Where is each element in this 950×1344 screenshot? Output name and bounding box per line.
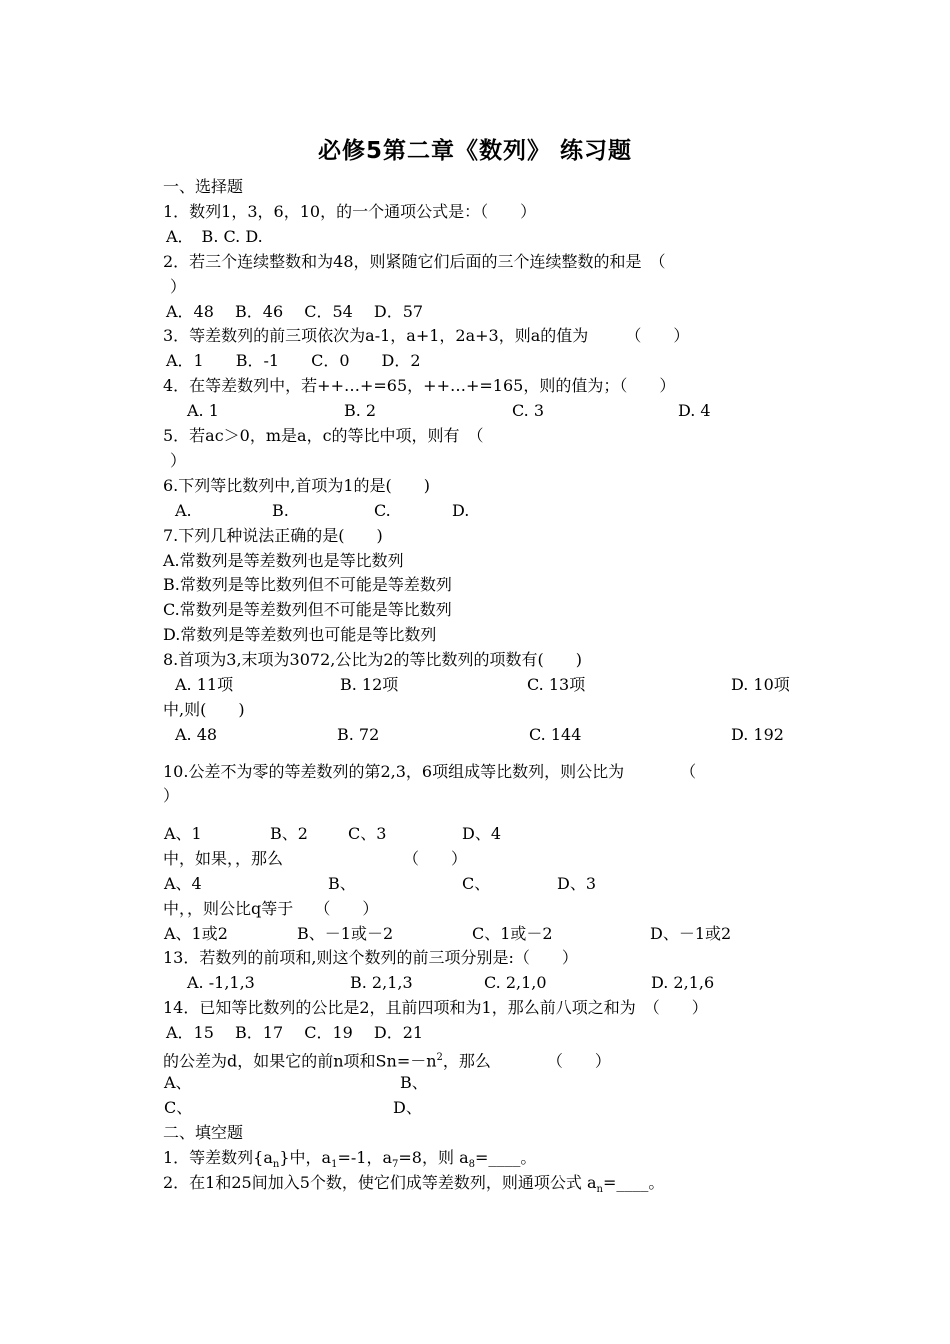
question-10-paren: ）: [163, 786, 180, 805]
fill-2-sub-n: n: [596, 1184, 603, 1196]
fill-1-sub-1: 1: [331, 1159, 338, 1171]
question-7-option-a: A.常数列是等差数列也是等比数列: [163, 551, 404, 570]
question-9: 中,则( ): [163, 700, 245, 719]
question-2-paren: ）: [170, 277, 187, 296]
fill-1-sub-n: n: [272, 1159, 280, 1171]
question-15-tail: ，那么 （ ）: [442, 1051, 611, 1071]
question-7: 7.下列几种说法正确的是( ): [163, 526, 383, 545]
fill-1-text-c: =-1，a: [337, 1148, 393, 1167]
question-6: 6.下列等比数列中,首项为1的是( ): [163, 476, 431, 495]
question-10-option-d: D、4: [462, 824, 502, 843]
question-8-option-c: C. 13项: [527, 675, 586, 694]
section-choice-heading: 一、选择题: [163, 177, 244, 196]
question-9-option-d: D. 192: [731, 725, 784, 744]
question-13-option-d: D. 2,1,6: [651, 973, 715, 992]
question-15-option-c: C、: [164, 1098, 193, 1117]
question-10-option-c: C、3: [348, 824, 387, 843]
fill-1-text-b: }中，a: [279, 1148, 332, 1167]
fill-2-blank: =____。: [602, 1173, 665, 1192]
question-10-option-b: B、2: [270, 824, 308, 843]
question-3-options: A．1 B．-1 C．0 D．2: [166, 351, 421, 370]
question-13-option-b: B. 2,1,3: [350, 973, 413, 992]
question-2-options: A．48 B．46 C．54 D．57: [166, 302, 424, 321]
question-1-options: A． B. C. D.: [166, 227, 263, 246]
question-13: 13．若数列的前项和,则这个数列的前三项分别是:（ ）: [163, 948, 578, 967]
question-1: 1．数列1，3，6，10，的一个通项公式是：（ ）: [163, 202, 537, 221]
question-12-option-a: A、1或2: [164, 924, 228, 943]
question-14: 14．已知等比数列的公比是2，且前四项和为1，那么前八项之和为 （ ）: [163, 998, 708, 1017]
question-11-option-b: B、: [328, 874, 356, 893]
question-6-option-b: B.: [272, 501, 289, 520]
question-15-text: 的公差为d，如果它的前n项和Sn=－n: [163, 1051, 437, 1071]
question-11-option-d: D、3: [557, 874, 597, 893]
question-12: 中，，则公比q等于 （ ）: [163, 899, 379, 918]
fill-2-text: 2．在1和25间加入5个数，使它们成等差数列，则通项公式 a: [163, 1173, 597, 1192]
question-12-option-d: D、－1或2: [650, 924, 732, 943]
question-12-option-c: C、1或－2: [472, 924, 553, 943]
fill-question-2: [163, 1173, 664, 1200]
question-8-option-d: D. 10项: [731, 675, 790, 694]
question-5: 5．若ac＞0，m是a，c的等比中项，则有 （: [163, 426, 484, 445]
question-13-option-c: C. 2,1,0: [484, 973, 547, 992]
question-10: 10.公差不为零的等差数列的第2,3，6项组成等比数列，则公比为 （: [163, 762, 697, 781]
question-4-option-d: D. 4: [678, 401, 711, 420]
question-4-option-b: B. 2: [344, 401, 377, 420]
question-9-option-b: B. 72: [337, 725, 380, 744]
question-12-option-b: B、－1或－2: [297, 924, 394, 943]
fill-1-text-a: 1．等差数列{a: [163, 1148, 273, 1167]
question-5-paren: ）: [170, 451, 187, 470]
question-2: 2．若三个连续整数和为48，则紧随它们后面的三个连续整数的和是 （: [163, 252, 666, 271]
question-8-option-b: B. 12项: [340, 675, 399, 694]
question-15-exponent: 2: [436, 1052, 443, 1063]
question-8: 8.首项为3,末项为3072,公比为2的等比数列的项数有( ): [163, 650, 583, 669]
question-11-option-a: A、4: [164, 874, 202, 893]
question-6-option-c: C.: [374, 501, 391, 520]
question-15-option-b: B、: [400, 1073, 428, 1092]
fill-1-sub-8: 8: [468, 1159, 475, 1171]
question-7-option-d: D.常数列是等差数列也可能是等比数列: [163, 625, 437, 644]
question-4: 4．在等差数列中，若++…+=65，++…+=165，则的值为；（ ）: [163, 376, 676, 395]
question-6-option-d: D.: [452, 501, 470, 520]
question-7-option-b: B.常数列是等比数列但不可能是等差数列: [163, 575, 452, 594]
question-9-option-a: A. 48: [175, 725, 218, 744]
section-fill-heading: 二、填空题: [163, 1123, 244, 1142]
fill-question-1: [163, 1148, 536, 1175]
question-8-option-a: A. 11项: [175, 675, 234, 694]
fill-1-sub-7: 7: [392, 1159, 399, 1171]
question-9-option-c: C. 144: [529, 725, 582, 744]
question-10-option-a: A、1: [164, 824, 202, 843]
question-11-option-c: C、: [462, 874, 491, 893]
question-15-option-a: A、: [164, 1073, 192, 1092]
question-7-option-c: C.常数列是等差数列但不可能是等比数列: [163, 600, 452, 619]
fill-1-text-d: =8，则 a: [398, 1148, 469, 1167]
question-4-option-a: A. 1: [187, 401, 219, 420]
question-11: 中，如果，，那么 （ ）: [163, 849, 468, 868]
question-6-option-a: A.: [175, 501, 192, 520]
fill-1-blank: =____。: [474, 1148, 537, 1167]
question-3: 3．等差数列的前三项依次为a-1，a+1，2a+3，则a的值为 （ ）: [163, 326, 690, 345]
question-4-option-c: C. 3: [512, 401, 545, 420]
question-15: [163, 1048, 611, 1071]
question-14-options: A．15 B．17 C．19 D．21: [166, 1023, 424, 1042]
question-13-option-a: A. -1,1,3: [187, 973, 255, 992]
page-title: 必修5第二章《数列》 练习题: [317, 138, 632, 164]
question-15-option-d: D、: [393, 1098, 422, 1117]
